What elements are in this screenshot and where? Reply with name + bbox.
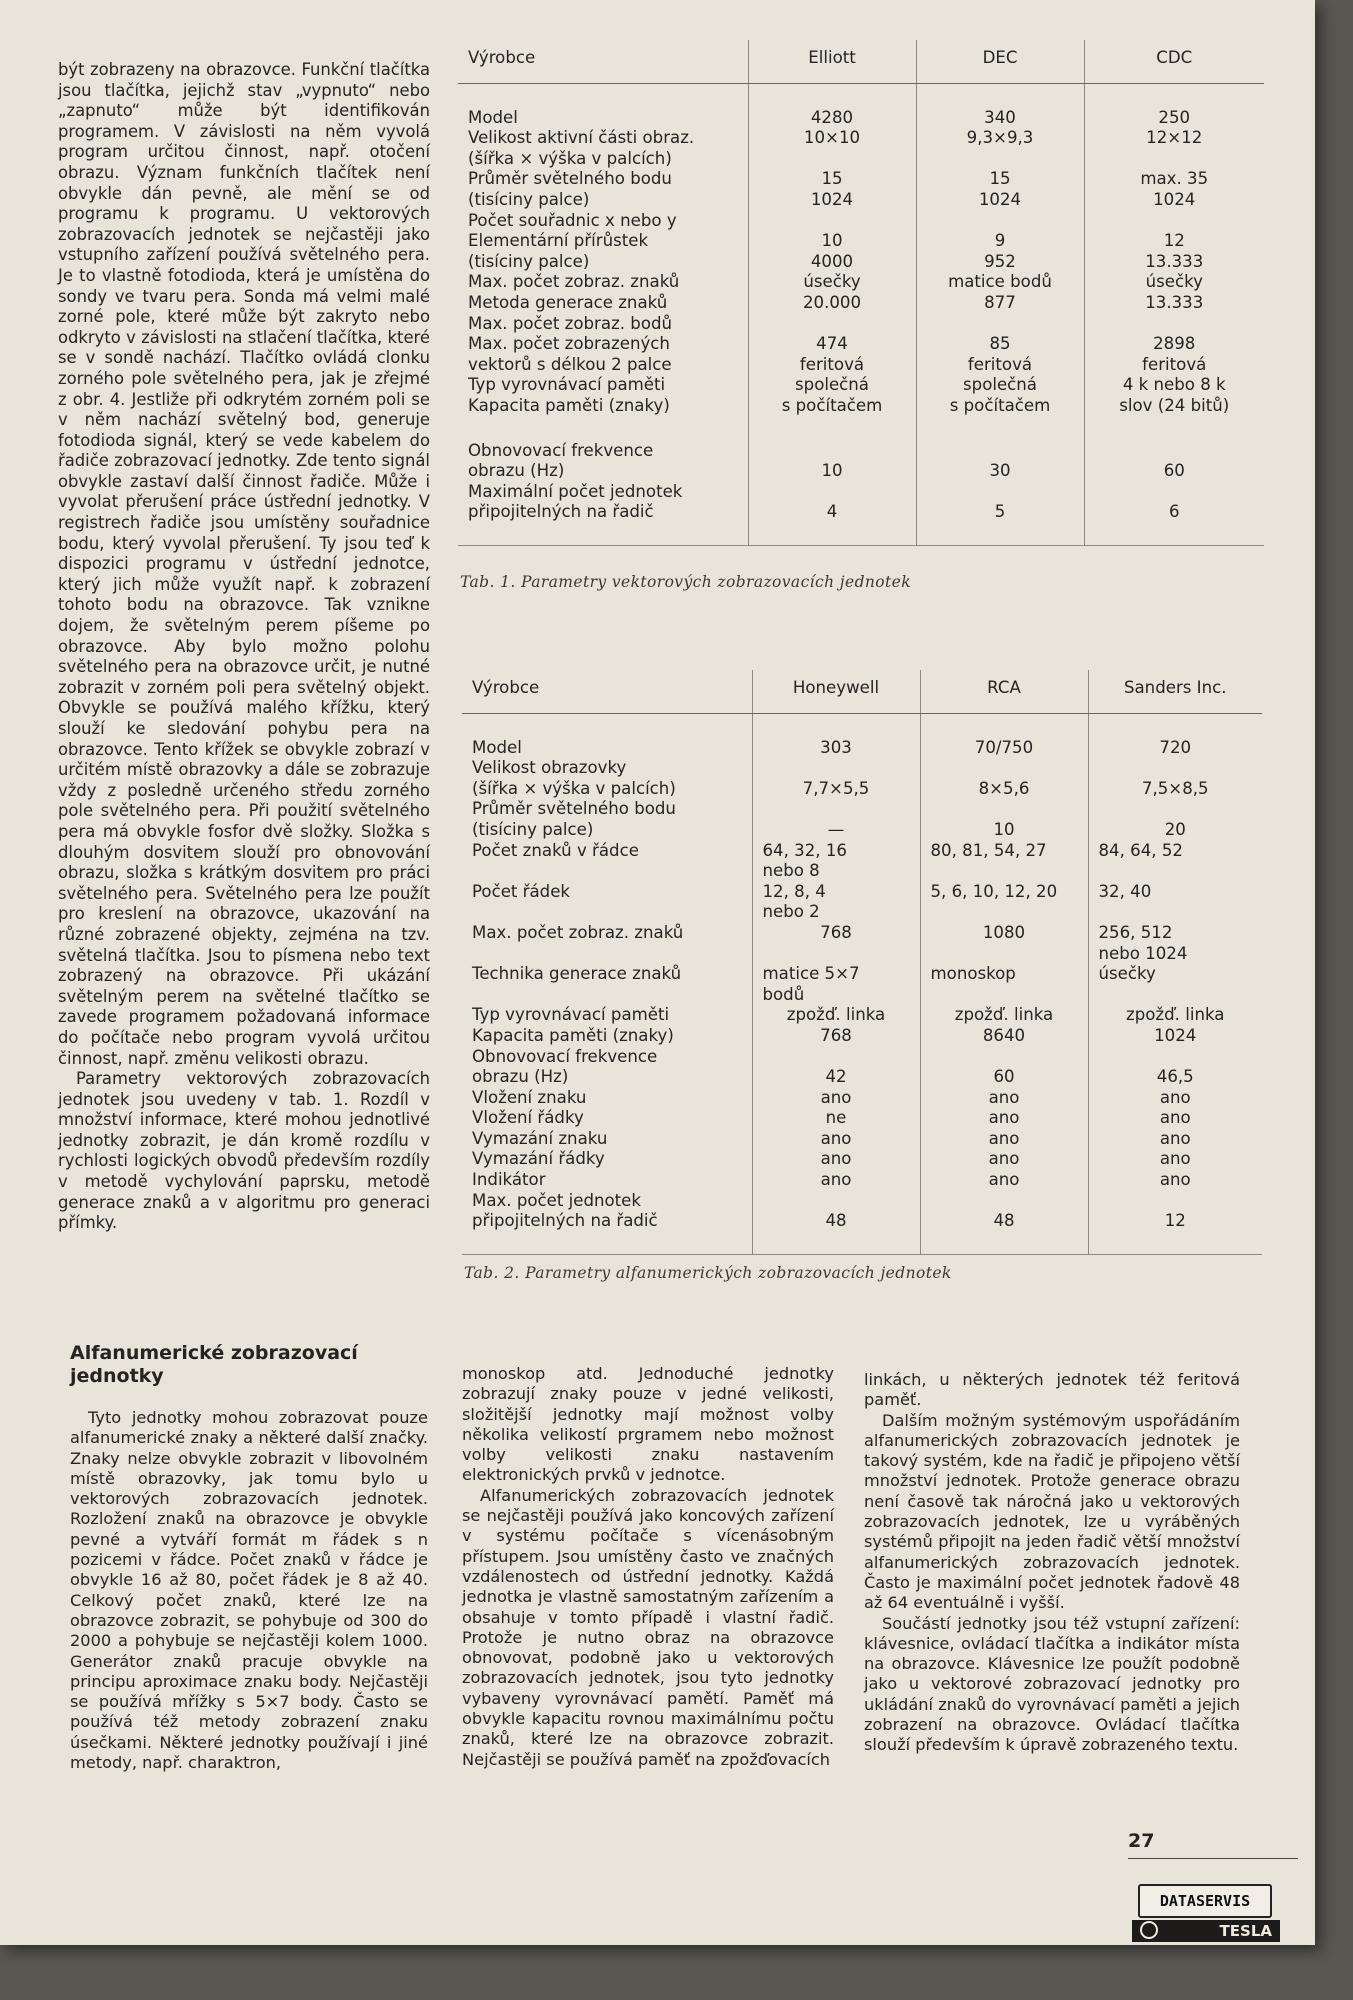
table-row	[462, 964, 1262, 1005]
header-cell: Sanders Inc.	[1088, 670, 1262, 713]
cell: 250 12×12	[1084, 108, 1264, 170]
table-row	[462, 1088, 1262, 1191]
tesla-emblem-icon	[1140, 1921, 1158, 1939]
cell: 6	[1084, 482, 1264, 546]
table-header-row	[462, 670, 1262, 713]
header-cell: Výrobce	[458, 40, 748, 83]
header-cell: DEC	[916, 40, 1084, 83]
cell: 10 4000	[748, 211, 916, 273]
cell: 84, 64, 52	[1088, 841, 1262, 882]
row-label: Model Velikost obrazovky (šířka × výška v palcích)	[472, 737, 676, 798]
table-row	[458, 441, 1264, 482]
table-row	[458, 108, 1264, 170]
table2-caption: Tab. 2. Parametry alfanumerických zobrazovacích jednotek	[464, 1264, 952, 1282]
cell: 15 1024	[916, 169, 1084, 210]
row-label: Obnovovací frekvence obrazu (Hz)	[468, 440, 654, 481]
table-row	[462, 799, 1262, 840]
header-cell: CDC	[1084, 40, 1264, 83]
cell: 9 952	[916, 211, 1084, 273]
paragraph: Alfanumerických zobrazovacích jednotek se nejčastěji používá jako koncových zařízení v systému počítače s vícenásobným přístupem. Jsou umístěny často ve značných vzdálenostech od ústřední jednotky. Každá jednotka je vlastně samostatným zařízením a obsahuje v tomto případě i vlastní řadič. Protože je nutno obraz na obrazovce obnovovat, podobně jako u vektorových zobrazovacích jednotek, jsou tyto jednotky vybaveny vyrovnávací pamětí. Paměť má obvykle kapacitu rovnou maximálnímu počtu znaků, které lze na obrazovce zobrazit. Nejčastěji se používá paměť na zpožďovacích	[462, 1485, 834, 1769]
paragraph: monoskop atd. Jednoduché jednotky zobrazují znaky pouze v jedné velikosti, složitější jednotky mají možnost volby několika velikostí prgramem nebo možnost volby velikosti znaku nastavením elektronických prvků v jednotce.	[462, 1364, 834, 1485]
cell: 2898 feritová	[1084, 314, 1264, 376]
cell: 5	[916, 482, 1084, 546]
paragraph: být zobrazeny na obrazovce. Funkční tlačítka jsou tlačítka, jejichž stav „vypnuto“ nebo „zapnuto“ může být identifikován programem. V závislosti na něm vyvolá program určitou činnost, např. otočení obrazu. Význam funkčních tlačítek není obvykle dán pevně, ale mění se od programu k programu. U vektorových zobrazovacích jednotek se nejčastěji jako vstupního zařízení používá světelného pera. Je to vlastně fotodioda, která je umístěna do sondy ve tvaru pera. Sonda má velmi malé zorné pole, které může být zakryto nebo odkryto v závislosti na stlačení tlačítka, které se v sondě nachází. Tlačítko ovládá clonku zorného pole světelného pera, jak je zřejmé z obr. 4. Jestliže při odkrytém zorném poli se v něm nachází světelný bod, generuje fotodioda signál, který se vede kabelem do řadiče zobrazovací jednotky. Zde tento signál obvykle zastaví další činnost řadiče. Může i vyvolat přerušení práce ústřední jednotky. V registrech řadiče jsou umístěny souřadnice bodu, který vyvolal přerušení. Ty jsou teď k dispozici programu v ústřední jednotce, který jich může využít např. k zobrazení tohoto bodu na obrazovce. Tak vznikne dojem, že světelným perem píšeme po obrazovce. Aby bylo možno polohu světelného pera na obrazovce určit, je nutné zobrazit v zorném poli pera světelný objekt. Obvykle se používá malého křížku, který slouží ke sledování pohybu pera na obrazovce. Tento křížek se obvykle zobrazí v určitém místě obrazovky a dále se zobrazuje vždy z posledně určeného středu zorného pole světelného pera. Při použití světelného pera má obvykle fosfor dvě složky. Složka s dlouhým dosvitem slouží pro obnovování obrazu, složka s krátkým dosvitem pro práci světelného pera. Světelného pera lze použít pro kreslení na obrazovce, ukazování na různé zobrazené objekty, zejména na tzv. světelná tlačítka. Jsou to písmena nebo text zobrazený na obrazovce. Při ukázání světelným perem na světelné tlačítko se zavede programem požadovaná informace do počítače nebo program vyvolá určitou činnost, např. změnu velikosti obrazu.	[58, 60, 430, 1068]
table-row	[462, 923, 1262, 964]
row-label: Maximální počet jednotek připojitelných na řadič	[458, 482, 748, 546]
cell: úsečky	[1088, 964, 1262, 1005]
section-heading: Alfanumerické zobrazovací jednotky	[70, 1342, 358, 1387]
cell: 720 7,5×8,5	[1088, 738, 1262, 800]
cell: 12	[1088, 1191, 1262, 1255]
table-row	[458, 482, 1264, 546]
table-row	[462, 1005, 1262, 1087]
cell: —	[752, 799, 920, 840]
row-label: Průměr světelného bodu (tisíciny palce)	[472, 799, 676, 839]
cell: společná s počítačem	[748, 375, 916, 416]
paragraph: Součástí jednotky jsou též vstupní zařízení: klávesnice, ovládací tlačítka a indikátor místa na obrazovce. Klávesnice lze použít podobně jako u vektorové zobrazovací jednotky pro ukládání znaků do vyrovnávací paměti a jejich zobrazení na obrazovce. Ovládací tlačítka slouží především k úpravě zobrazeného textu.	[864, 1613, 1240, 1755]
table-row	[462, 841, 1262, 882]
table-row	[458, 375, 1264, 416]
paragraph: Tyto jednotky mohou zobrazovat pouze alfanumerické znaky a některé další značky. Znaky nelze obvykle zobrazit v libovolném místě obrazovky, jak tomu bylo u vektorových zobrazovacích jednotek. Rozložení znaků na obrazovce je obvykle pevné a vytváří formát m řádek s n pozicemi v řádce. Počet znaků v řádce je obvykle 16 až 80, počet řádek je 8 až 40. Celkový počet znaků, které lze na obrazovce zobrazit, se pohybuje od 300 do 2000 a pohybuje se nejčastěji kolem 1000. Generátor znaků pracuje obvykle na principu aproximace znaku body. Nejčastěji se používá mřížky s 5×7 body. Často se používá též metody zobrazení znaku úsečkami. Některé jednotky používají i jiné metody, např. charaktron,	[70, 1408, 428, 1773]
cell: 5, 6, 10, 12, 20	[920, 882, 1088, 923]
cell: 768	[752, 923, 920, 964]
cell: zpožď. linka 8640 60	[920, 1005, 1088, 1087]
cell: 60	[1084, 441, 1264, 482]
paragraph: Dalším možným systémovým uspořádáním alfanumerických zobrazovacích jednotek je takový systém, kde na řadič je připojeno větší množství jednotek. Protože generace obrazu není časově tak náročná jako u vektorových zobrazovacích jednotek, lze u vyráběných systémů připojit na jeden řadič větší množství alfanumerických zobrazovacích jednotek. Často je maximální počet jednotek řadově 48 až 64 eventuálně i vyšší.	[864, 1410, 1240, 1613]
cell: 303 7,7×5,5	[752, 738, 920, 800]
cell: matice 5×7 bodů	[752, 964, 920, 1005]
header-cell: Honeywell	[752, 670, 920, 713]
row-label: Max. počet jednotek připojitelných na řadič	[462, 1191, 752, 1255]
cell: 48	[752, 1191, 920, 1255]
cell: 256, 512 nebo 1024	[1088, 923, 1262, 964]
cell: monoskop	[920, 964, 1088, 1005]
cell: 1080	[920, 923, 1088, 964]
cell: 48	[920, 1191, 1088, 1255]
cell: 4280 10×10	[748, 108, 916, 170]
cell: 80, 81, 54, 27	[920, 841, 1088, 882]
row-label: Technika generace znaků	[472, 964, 682, 984]
table-row	[462, 1191, 1262, 1255]
table-alphanumeric-units	[462, 670, 1262, 1255]
table-row	[458, 272, 1264, 313]
table-row	[458, 314, 1264, 376]
cell: ano ne ano ano ano	[752, 1088, 920, 1191]
table-vector-units	[458, 40, 1264, 546]
cell: úsečky 13.333	[1084, 272, 1264, 313]
cell: 30	[916, 441, 1084, 482]
paragraph: Parametry vektorových zobrazovacích jednotek jsou uvedeny v tab. 1. Rozdíl v množství informace, které mohou jednotlivé jednotky zobrazit, je dán kromě rozdílu v rychlosti logických obvodů především rozdíly v metodě vychylování paprsku, metodě generace znaků a v algoritmu pro generaci přímky.	[58, 1069, 430, 1233]
cell: úsečky 20.000	[748, 272, 916, 313]
header-cell: RCA	[920, 670, 1088, 713]
cell: max. 35 1024	[1084, 169, 1264, 210]
cell: 20	[1088, 799, 1262, 840]
cell: zpožď. linka 768 42	[752, 1005, 920, 1087]
row-label: Počet řádek	[472, 881, 571, 901]
cell: 474 feritová	[748, 314, 916, 376]
table1-caption: Tab. 1. Parametry vektorových zobrazovacích jednotek	[460, 573, 912, 591]
cell: 12 13.333	[1084, 211, 1264, 273]
header-cell: Elliott	[748, 40, 916, 83]
cell: zpožď. linka 1024 46,5	[1088, 1005, 1262, 1087]
tesla-logo	[1132, 1920, 1280, 1942]
footer-rule	[1128, 1858, 1298, 1859]
paragraph: linkách, u některých jednotek též feritová paměť.	[864, 1370, 1240, 1410]
cell: ano ano ano ano ano	[1088, 1088, 1262, 1191]
table-row	[462, 738, 1262, 800]
cell: 15 1024	[748, 169, 916, 210]
row-label: Počet znaků v řádce	[472, 840, 639, 860]
tesla-logo-text: TESLA	[1219, 1922, 1272, 1940]
row-label: Max. počet zobraz. znaků	[472, 922, 684, 942]
cell: 10	[920, 799, 1088, 840]
cell: 85 feritová	[916, 314, 1084, 376]
row-label: Počet souřadnic x nebo y Elementární přírůstek (tisíciny palce)	[468, 210, 677, 271]
cell: 340 9,3×9,3	[916, 108, 1084, 170]
cell: 70/750 8×5,6	[920, 738, 1088, 800]
table-row	[462, 882, 1262, 923]
cell: 32, 40	[1088, 882, 1262, 923]
row-label: Model Velikost aktivní části obraz. (šířka × výška v palcích)	[468, 107, 695, 168]
header-cell: Výrobce	[462, 670, 752, 713]
row-label: Vložení znaku Vložení řádky Vymazání znaku Vymazání řádky Indikátor	[472, 1087, 608, 1190]
bottom-column-3	[864, 1370, 1240, 1756]
cell: matice bodů 877	[916, 272, 1084, 313]
table-header-row	[458, 40, 1264, 83]
row-label: Typ vyrovnávací paměti Kapacita paměti (znaky)	[468, 375, 670, 415]
row-label: Typ vyrovnávací paměti Kapacita paměti (znaky) Obnovovací frekvence obrazu (Hz)	[472, 1005, 674, 1087]
row-label: Průměr světelného bodu (tisíciny palce)	[468, 169, 672, 209]
cell: společná s počítačem	[916, 375, 1084, 416]
table-row	[458, 169, 1264, 210]
bottom-column-2	[462, 1364, 834, 1770]
cell: ano ano ano ano ano	[920, 1088, 1088, 1191]
cell: 4 k nebo 8 k slov (24 bitů)	[1084, 375, 1264, 416]
cell: 4	[748, 482, 916, 546]
bottom-column-1	[70, 1408, 428, 1773]
table-row	[458, 211, 1264, 273]
cell: 12, 8, 4 nebo 2	[752, 882, 920, 923]
cell: 64, 32, 16 nebo 8	[752, 841, 920, 882]
row-label: Max. počet zobraz. znaků Metoda generace znaků	[468, 272, 680, 312]
left-text-column	[58, 60, 430, 1234]
dataservis-logo: DATASERVIS	[1138, 1884, 1272, 1918]
row-label: Max. počet zobraz. bodů Max. počet zobrazených vektorů s délkou 2 palce	[468, 313, 673, 374]
cell: 10	[748, 441, 916, 482]
page-number: 27	[1128, 1830, 1155, 1852]
